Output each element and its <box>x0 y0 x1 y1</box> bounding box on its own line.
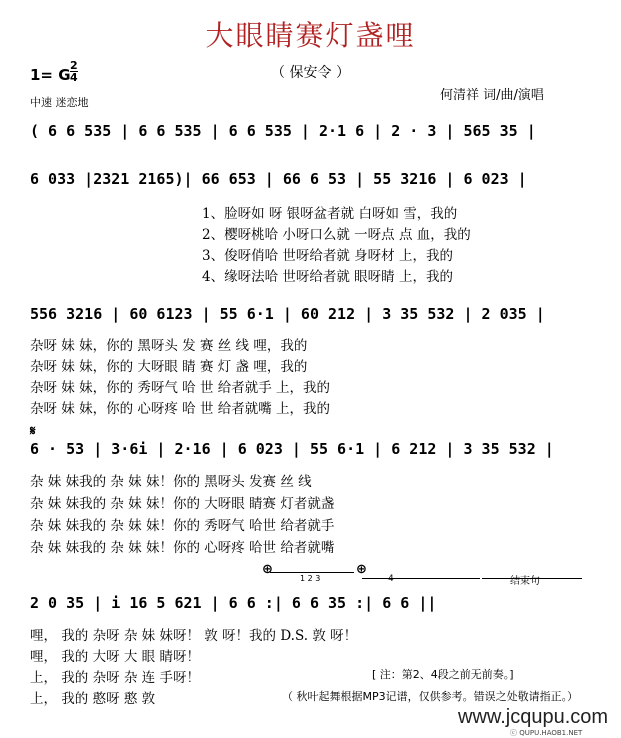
notation-row-1: ( 6 6 535 | 6 6 535 | 6 6 535 | 2·1 6 | 2 · 3 | 565 35 | <box>30 122 536 140</box>
lyric-row-2-verse-2: 2、樱呀桃哈 小呀口么就 一呀点 点 血，我的 <box>202 227 471 243</box>
volta-bracket-2 <box>362 578 480 579</box>
lyric-row-4-verse-4: 杂 妹 妹我的 杂 妹 妹！你的 心呀疼 哈世 给者就嘴 <box>30 540 335 556</box>
lyric-row-3-verse-3: 杂呀 妹 妹，你的 秀呀气 哈 世 给者就手 上，我的 <box>30 380 331 396</box>
lyric-row-4-verse-2: 杂 妹 妹我的 杂 妹 妹！你的 大呀眼 睛赛 灯者就盏 <box>30 496 335 512</box>
lyric-row-5-verse-1: 哩， 我的 杂呀 杂 妹 妹呀！ 敦 呀！我的 D.S. 敦 呀！ <box>30 628 358 644</box>
watermark: www.jcqupu.com <box>458 706 609 728</box>
page-title: 大眼睛赛灯盏哩 <box>205 19 416 52</box>
volta-2-label: 4 <box>388 574 394 584</box>
notation-row-2: 6 033 |2321 2165)| 66 653 | 66 6 53 | 55 3216 | 6 023 | <box>30 170 527 188</box>
lyric-row-5-verse-3: 上， 我的 杂呀 杂 连 手呀！ <box>30 670 200 686</box>
watermark-small: ⓒ QUPU.HAOB1.NET <box>510 729 583 737</box>
transcription-note: （ 秋叶起舞根据MP3记谱，仅供参考。错误之处敬请指正。） <box>282 690 579 703</box>
time-bottom: 4 <box>70 71 78 84</box>
segno-sign: 𝄋 <box>30 424 36 439</box>
time-signature <box>70 60 78 83</box>
notation-row-5: 2 0 35 | i 16 5 621 | 6 6 :| 6 6 35 :| 6 6 || <box>30 594 437 612</box>
coda-sign-1: ⊕ <box>262 562 273 577</box>
ending-label: 结束句 <box>510 576 540 587</box>
lyric-row-5-verse-2: 哩， 我的 大呀 大 眼 睛呀！ <box>30 649 200 665</box>
lyric-row-2-verse-3: 3、俊呀俏哈 世呀给者就 身呀材 上，我的 <box>202 248 453 264</box>
volta-1-label: 1 2 3 <box>300 574 321 583</box>
lyric-row-3-verse-4: 杂呀 妹 妹，你的 心呀疼 哈 世 给者就嘴 上，我的 <box>30 401 331 417</box>
lyric-row-3-verse-1: 杂呀 妹 妹，你的 黑呀头 发 赛 丝 线 哩，我的 <box>30 338 308 354</box>
lyric-row-4-verse-3: 杂 妹 妹我的 杂 妹 妹！你的 秀呀气 哈世 给者就手 <box>30 518 335 534</box>
lyric-row-2-verse-1: 1、脸呀如 呀 银呀盆者就 白呀如 雪，我的 <box>202 206 458 222</box>
lyric-row-4-verse-1: 杂 妹 妹我的 杂 妹 妹！你的 黑呀头 发赛 丝 线 <box>30 474 312 490</box>
key-signature: 1= G <box>30 66 71 84</box>
notation-row-4: 6 · 53 | 3·6i | 2·16 | 6 023 | 55 6·1 | 6 212 | 3 35 532 | <box>30 440 554 458</box>
lyric-row-2-verse-4: 4、缘呀法哈 世呀给者就 眼呀睛 上，我的 <box>202 269 453 285</box>
performance-note: [ 注：第2、4段之前无前奏。] <box>372 668 514 681</box>
coda-sign-2: ⊕ <box>356 562 367 577</box>
lyric-row-3-verse-2: 杂呀 妹 妹，你的 大呀眼 睛 赛 灯 盏 哩，我的 <box>30 359 308 375</box>
tempo-marking: 中速 迷恋地 <box>30 96 89 109</box>
notation-row-3: 556 3216 | 60 6123 | 55 6·1 | 60 212 | 3 35 532 | 2 035 | <box>30 305 545 323</box>
volta-bracket-1 <box>270 572 354 573</box>
subtitle: （ 保安令 ） <box>271 65 350 81</box>
time-top: 2 <box>70 59 78 72</box>
credit-line: 何清祥 词/曲/演唱 <box>440 88 544 103</box>
lyric-row-5-verse-4: 上， 我的 憨呀 憨 敦 <box>30 691 156 707</box>
